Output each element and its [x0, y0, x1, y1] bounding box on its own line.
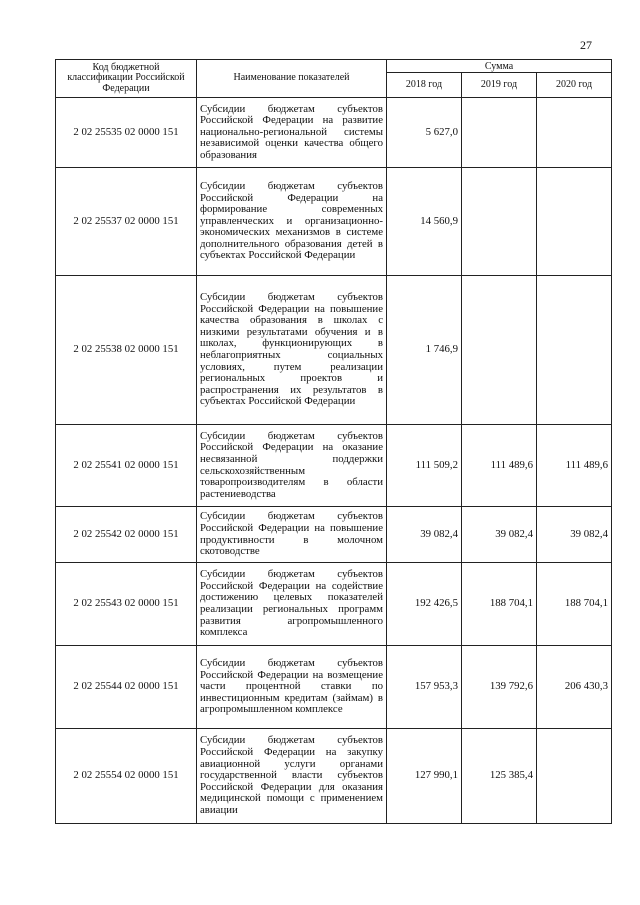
table-row — [56, 425, 612, 507]
row-code: 2 02 25554 02 0000 151 — [56, 729, 197, 824]
table-row — [56, 563, 612, 646]
row-value-2020: 111 489,6 — [537, 425, 612, 507]
row-value-2020: 188 704,1 — [537, 563, 612, 646]
row-value-2020: 206 430,3 — [537, 646, 612, 729]
table-header — [56, 60, 612, 98]
table-body — [56, 98, 612, 824]
header-name: Наименование показателей — [197, 60, 387, 98]
row-value-2019 — [462, 98, 537, 168]
row-value-2019: 125 385,4 — [462, 729, 537, 824]
row-value-2020 — [537, 98, 612, 168]
row-value-2019: 139 792,6 — [462, 646, 537, 729]
row-value-2020 — [537, 276, 612, 425]
row-value-2020 — [537, 168, 612, 276]
row-value-2020: 39 082,4 — [537, 507, 612, 563]
row-value-2019: 111 489,6 — [462, 425, 537, 507]
header-year-2018: 2018 год — [387, 73, 462, 98]
table-row — [56, 168, 612, 276]
row-name: Субсидии бюджетам субъектов Российской Федерации на развитие национально-региональной системы независимой оценки качества общего образования — [197, 98, 387, 168]
row-code: 2 02 25544 02 0000 151 — [56, 646, 197, 729]
row-value-2018: 39 082,4 — [387, 507, 462, 563]
row-code: 2 02 25541 02 0000 151 — [56, 425, 197, 507]
row-value-2019 — [462, 168, 537, 276]
row-value-2018: 127 990,1 — [387, 729, 462, 824]
row-name: Субсидии бюджетам субъектов Российской Федерации на формирование современных управленческих и организационно-экономических механизмов в системе дополнительного образования детей в субъектах Российской Федерации — [197, 168, 387, 276]
row-code: 2 02 25542 02 0000 151 — [56, 507, 197, 563]
header-sum: Сумма — [387, 60, 612, 73]
table-row — [56, 276, 612, 425]
row-value-2019: 39 082,4 — [462, 507, 537, 563]
row-value-2018: 111 509,2 — [387, 425, 462, 507]
header-year-2020: 2020 год — [537, 73, 612, 98]
table-row — [56, 729, 612, 824]
row-value-2019 — [462, 276, 537, 425]
row-value-2019: 188 704,1 — [462, 563, 537, 646]
row-code: 2 02 25538 02 0000 151 — [56, 276, 197, 425]
row-code: 2 02 25537 02 0000 151 — [56, 168, 197, 276]
header-year-2019: 2019 год — [462, 73, 537, 98]
row-value-2018: 157 953,3 — [387, 646, 462, 729]
row-value-2018: 5 627,0 — [387, 98, 462, 168]
row-name: Субсидии бюджетам субъектов Российской Федерации на повышение продуктивности в молочном скотоводстве — [197, 507, 387, 563]
row-value-2020 — [537, 729, 612, 824]
row-value-2018: 1 746,9 — [387, 276, 462, 425]
row-name: Субсидии бюджетам субъектов Российской Федерации на оказание несвязанной поддержки сельскохозяйственным товаропроизводителям в области растениеводства — [197, 425, 387, 507]
row-name: Субсидии бюджетам субъектов Российской Федерации на закупку авиационной услуги органами государственной власти субъектов Российской Федерации для оказания медицинской помощи с применением авиации — [197, 729, 387, 824]
table-row — [56, 507, 612, 563]
row-name: Субсидии бюджетам субъектов Российской Федерации на повышение качества образования в школах с низкими результатами обучения и в школах, функционирующих в неблагоприятных социальных условиях, путем реализации региональных проектов и распространения их результатов в субъектах Российской Федерации — [197, 276, 387, 425]
row-name: Субсидии бюджетам субъектов Российской Федерации на содействие достижению целевых показателей реализации региональных программ развития агропромышленного комплекса — [197, 563, 387, 646]
header-code: Код бюджетной классификации Российской Федерации — [56, 60, 197, 98]
page-number: 27 — [580, 38, 592, 52]
row-value-2018: 14 560,9 — [387, 168, 462, 276]
budget-table — [55, 59, 612, 824]
table-row — [56, 98, 612, 168]
row-value-2018: 192 426,5 — [387, 563, 462, 646]
row-code: 2 02 25535 02 0000 151 — [56, 98, 197, 168]
row-name: Субсидии бюджетам субъектов Российской Федерации на возмещение части процентной ставки по инвестиционным кредитам (займам) в агропромышленном комплексе — [197, 646, 387, 729]
row-code: 2 02 25543 02 0000 151 — [56, 563, 197, 646]
table-row — [56, 646, 612, 729]
